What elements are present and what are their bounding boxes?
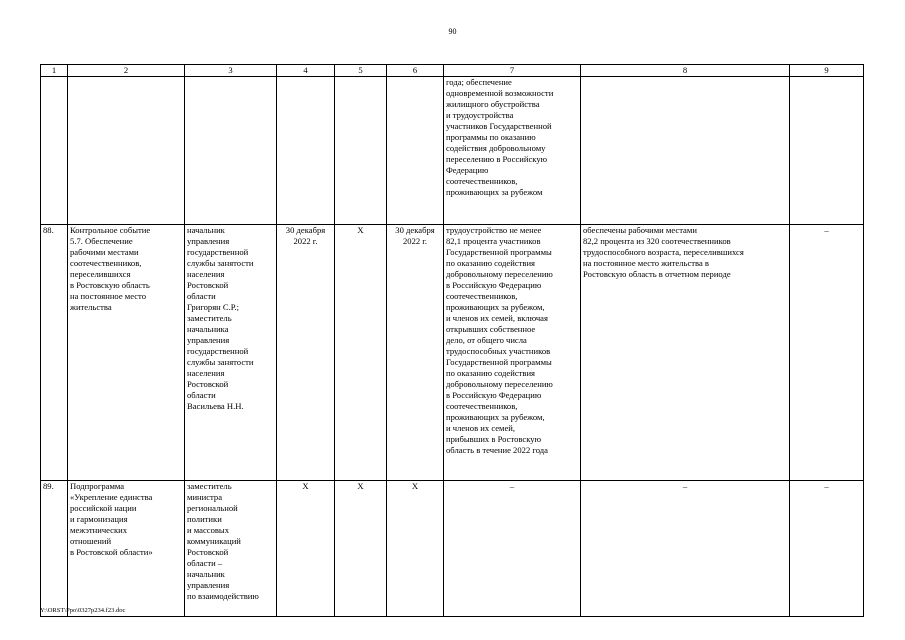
table-cell xyxy=(387,77,444,225)
col6-value: X xyxy=(387,481,444,617)
col5-value: X xyxy=(335,225,387,481)
header-cell: 1 xyxy=(41,65,68,77)
col9-value: – xyxy=(790,225,864,481)
col9-value: – xyxy=(790,481,864,617)
table-cell xyxy=(790,77,864,225)
header-cell: 3 xyxy=(185,65,277,77)
col8-value: – xyxy=(581,481,790,617)
responsible-person: заместитель министра региональной политики и массовых коммуникаций Ростовской области – начальник управления по взаимодействию xyxy=(185,481,277,617)
expected-result: трудоустройство не менее 82,1 процента участников Государственной программы по оказанию содействия добровольному переселению в Российскую Федерацию соотечественников, проживающих за рубежом, и членов их семей, включая открывших собственное дело, от общего числа трудоспособных участников Государственной программы по оказанию содействия добровольному переселению в Российскую Федерацию соотечественников, проживающих за рубежом, и членов их семей, прибывших в Ростовскую область в течение 2022 года xyxy=(444,225,581,481)
table-cell xyxy=(185,77,277,225)
header-cell: 5 xyxy=(335,65,387,77)
page-number: 90 xyxy=(448,27,457,36)
header-cell: 2 xyxy=(68,65,185,77)
header-cell: 8 xyxy=(581,65,790,77)
plan-table xyxy=(40,64,864,617)
event-name: Контрольное событие 5.7. Обеспечение рабочими местами соотечественников, переселившихся в Ростовскую область на постоянное место жительства xyxy=(68,225,185,481)
col5-value: X xyxy=(335,481,387,617)
subprogram-name: Подпрограмма «Укрепление единства российской нации и гармонизация межэтнических отношений в Ростовской области» xyxy=(68,481,185,617)
table-cell xyxy=(41,77,68,225)
responsible-person: начальник управления государственной службы занятости населения Ростовской области Григорян С.Р.; заместитель начальника управления государственной службы занятости населения Ростовской области Васильева Н.Н. xyxy=(185,225,277,481)
col7-value: – xyxy=(444,481,581,617)
table-cell xyxy=(68,77,185,225)
actual-result: обеспечены рабочими местами 82,2 процента из 320 соотечественников трудоспособного возраста, переселившихся на постоянное место жительства в Ростовскую область в отчетном периоде xyxy=(581,225,790,481)
table-row-89 xyxy=(41,481,864,617)
table-row-88 xyxy=(41,225,864,481)
table-row-continuation xyxy=(41,77,864,225)
end-date: 30 декабря 2022 г. xyxy=(387,225,444,481)
table-cell xyxy=(335,77,387,225)
header-cell: 4 xyxy=(277,65,335,77)
start-date: 30 декабря 2022 г. xyxy=(277,225,335,481)
row-number: 89. xyxy=(41,481,68,617)
header-cell: 7 xyxy=(444,65,581,77)
header-cell: 6 xyxy=(387,65,444,77)
table-cell xyxy=(277,77,335,225)
row-number: 88. xyxy=(41,225,68,481)
header-row xyxy=(41,65,864,77)
table-cell xyxy=(581,77,790,225)
header-cell: 9 xyxy=(790,65,864,77)
footer-file-path: Y:\ORST\Ppo\0327p234.f23.doc xyxy=(40,607,126,614)
result-cell: года; обеспечение одновременной возможности жилищного обустройства и трудоустройства участников Государственной программы по оказанию содействия добровольному переселению в Российскую Федерацию соотечественников, проживающих за рубежом xyxy=(444,77,581,225)
col4-value: X xyxy=(277,481,335,617)
